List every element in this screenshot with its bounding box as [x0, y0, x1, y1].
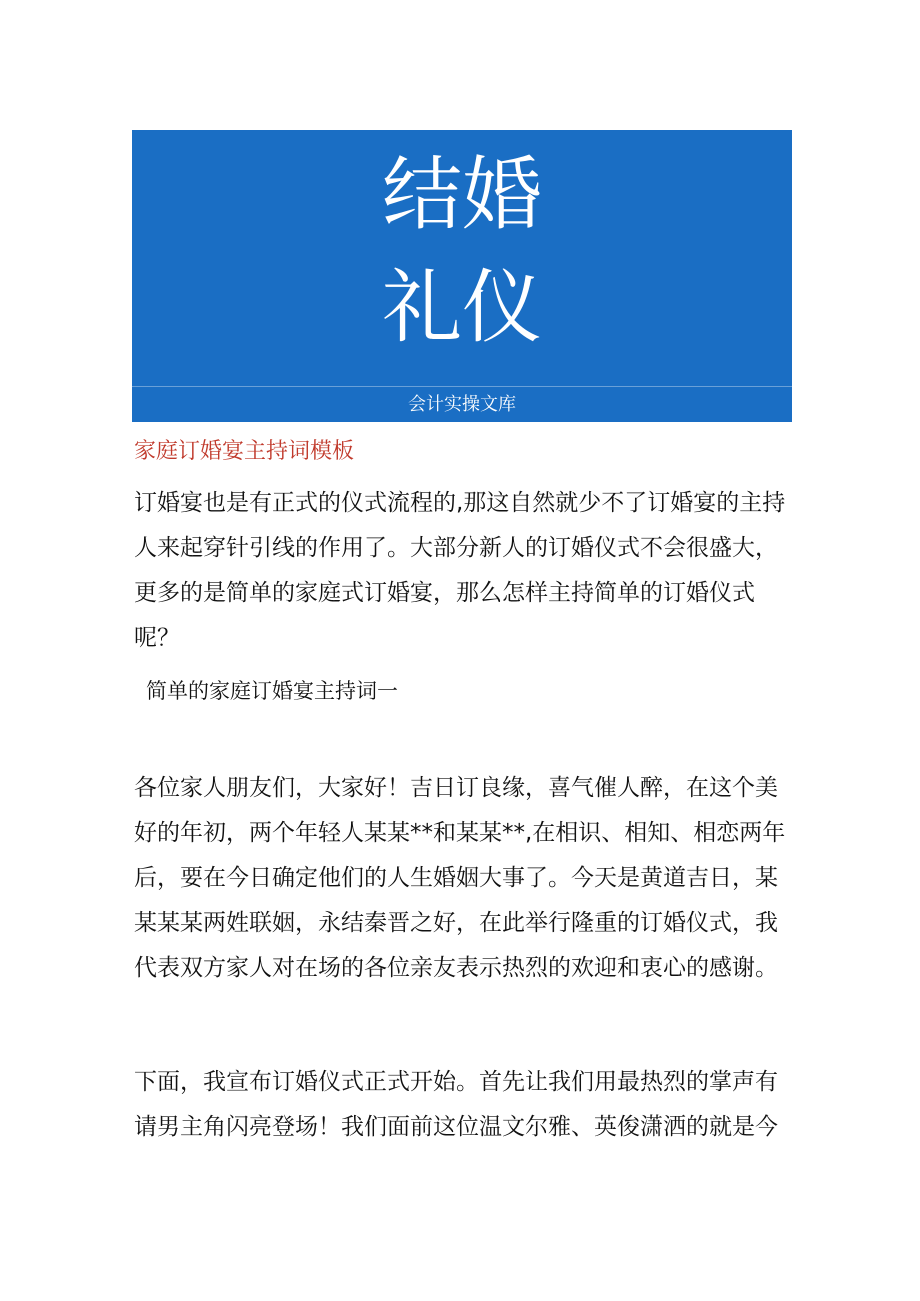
cover-banner: [132, 130, 792, 422]
document-title: 家庭订婚宴主持词模板: [134, 439, 355, 464]
body-paragraph-2: 下面，我宣布订婚仪式正式开始。首先让我们用最热烈的掌声有请男主角闪亮登场！我们面前这位温文尔雅、英俊潇洒的就是今: [134, 1069, 778, 1140]
section-heading: 简单的家庭订婚宴主持词一: [146, 679, 398, 703]
body-paragraph-1: 各位家人朋友们，大家好！吉日订良缘，喜气催人醉，在这个美好的年初，两个年轻人某某**和某某**,在相识、相知、相恋两年后，要在今日确定他们的人生婚姻大事了。今天是黄道吉日，某某某某两姓联姻，永结秦晋之好，在此举行隆重的订婚仪式，我代表双方家人对在场的各位亲友表示热烈的欢迎和衷心的感谢。: [134, 775, 786, 981]
cover-title-line1: 结婚: [382, 148, 542, 241]
cover-divider: [132, 386, 792, 387]
cover-title-line2: 礼仪: [382, 261, 542, 354]
intro-paragraph: 订婚宴也是有正式的仪式流程的,那这自然就少不了订婚宴的主持人来起穿针引线的作用了。大部分新人的订婚仪式不会很盛大，更多的是简单的家庭式订婚宴，那么怎样主持简单的订婚仪式呢？: [134, 490, 786, 651]
cover-footer-text: 会计实操文库: [408, 394, 516, 415]
